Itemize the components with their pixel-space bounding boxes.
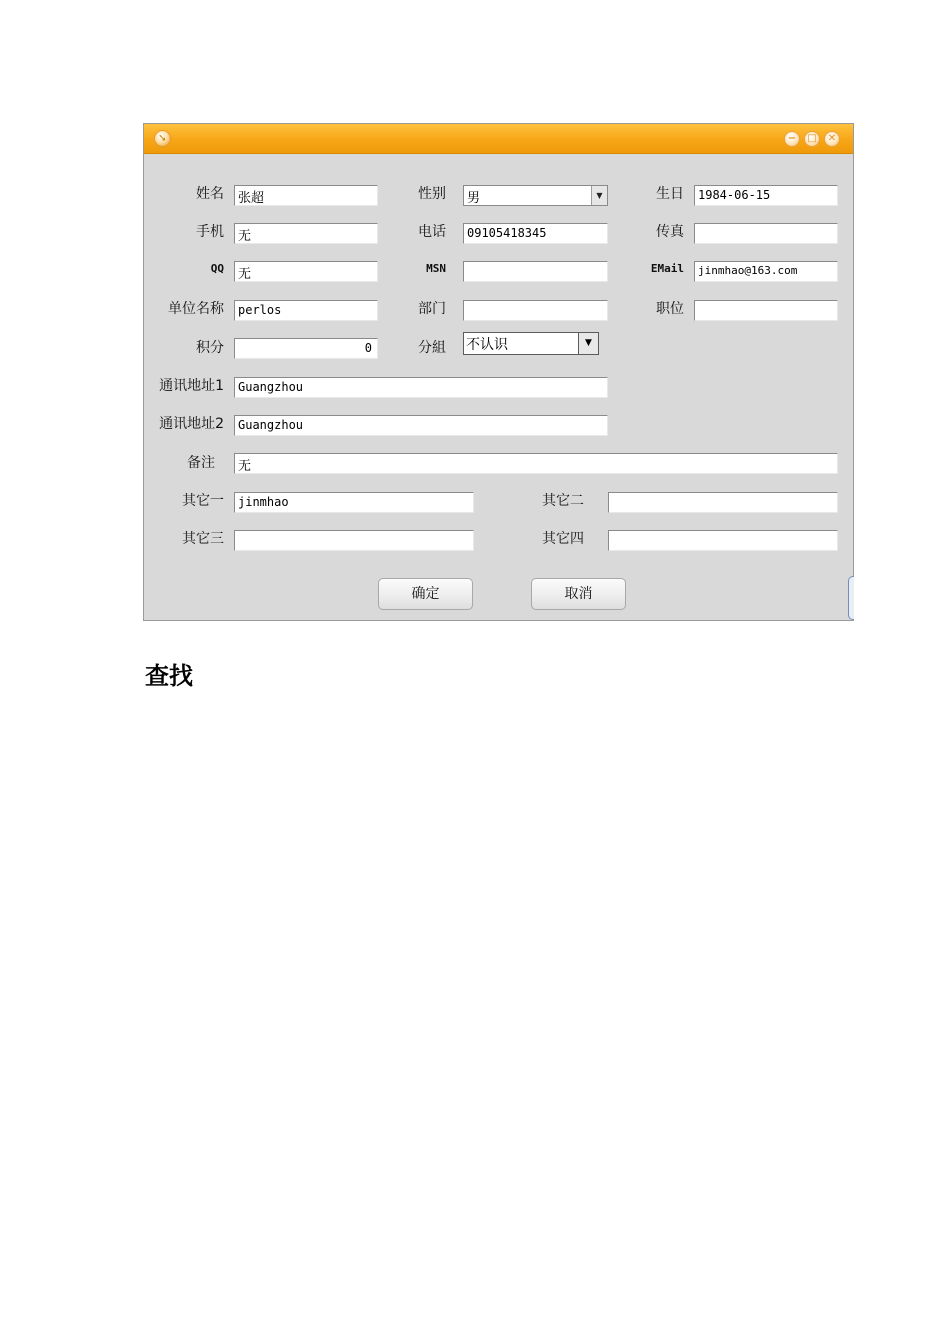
ok-button[interactable]: 确定: [378, 578, 473, 610]
msn-field[interactable]: [463, 261, 608, 282]
department-field[interactable]: [463, 300, 608, 321]
mobile-label: 手机: [196, 224, 224, 240]
company-label: 单位名称: [168, 301, 224, 317]
gender-select[interactable]: [463, 185, 608, 206]
birthday-label: 生日: [656, 186, 684, 202]
contact-edit-window: [143, 123, 854, 621]
minimize-icon[interactable]: −: [784, 131, 800, 147]
address1-field[interactable]: Guangzhou: [234, 377, 608, 398]
mobile-field[interactable]: 无: [234, 223, 378, 244]
department-label: 部门: [418, 301, 446, 317]
qq-field[interactable]: 无: [234, 261, 378, 282]
gender-label: 性别: [418, 186, 446, 202]
address1-label: 通讯地址1: [159, 378, 224, 394]
other2-label: 其它二: [542, 493, 584, 509]
position-field[interactable]: [694, 300, 838, 321]
note-label: 备注: [187, 455, 215, 471]
other3-label: 其它三: [182, 531, 224, 547]
company-field[interactable]: perlos: [234, 300, 378, 321]
points-field[interactable]: 0: [234, 338, 378, 359]
birthday-field[interactable]: 1984-06-15: [694, 185, 838, 206]
gender-select-value: 男: [467, 191, 481, 206]
fax-label: 传真: [656, 224, 684, 240]
title-bar[interactable]: [144, 124, 853, 154]
fax-field[interactable]: [694, 223, 838, 244]
dropdown-arrow-icon[interactable]: ▼: [591, 186, 607, 205]
note-field[interactable]: 无: [234, 453, 838, 474]
address2-label: 通讯地址2: [159, 416, 224, 432]
msn-label: MSN: [426, 262, 446, 275]
maximize-icon[interactable]: □: [804, 131, 820, 147]
email-field[interactable]: jinmhao@163.com: [694, 261, 838, 282]
name-label: 姓名: [196, 186, 224, 202]
other4-label: 其它四: [542, 531, 584, 547]
points-label: 积分: [196, 340, 224, 356]
name-field[interactable]: 张超: [234, 185, 378, 206]
address2-field[interactable]: Guangzhou: [234, 415, 608, 436]
position-label: 职位: [656, 301, 684, 317]
phone-field[interactable]: 09105418345: [463, 223, 608, 244]
app-icon: ➘: [154, 130, 171, 147]
other1-label: 其它一: [182, 493, 224, 509]
other1-field[interactable]: jinmhao: [234, 492, 474, 513]
phone-label: 电话: [418, 224, 446, 240]
cancel-button[interactable]: 取消: [531, 578, 626, 610]
group-label: 分組: [418, 340, 446, 356]
dropdown-arrow-icon[interactable]: ▼: [578, 333, 598, 354]
group-select[interactable]: [463, 332, 599, 355]
qq-label: QQ: [210, 262, 224, 275]
side-tab-handle[interactable]: [848, 576, 854, 620]
group-select-value: 不认识: [466, 337, 508, 353]
other4-field[interactable]: [608, 530, 838, 551]
close-icon[interactable]: ✕: [824, 131, 840, 147]
section-heading: 查找: [145, 662, 193, 690]
other2-field[interactable]: [608, 492, 838, 513]
other3-field[interactable]: [234, 530, 474, 551]
email-label: EMail: [650, 262, 684, 275]
